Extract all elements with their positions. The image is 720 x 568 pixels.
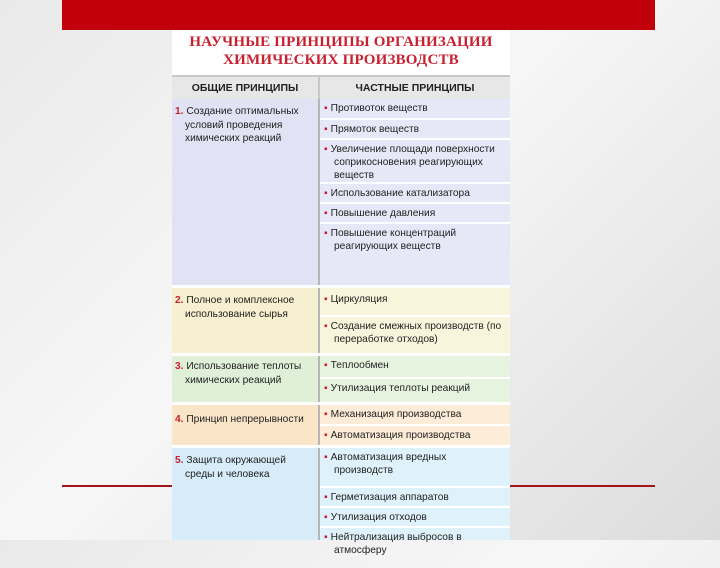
particular-item — [320, 290, 510, 314]
principle-group-1 — [172, 99, 510, 285]
particular-item — [320, 426, 510, 445]
principle-number: 4. — [175, 414, 184, 425]
table-title — [172, 33, 510, 69]
particular-text: Повышение концентраций реагирующих веществ — [330, 228, 457, 252]
bullet-icon: ▪ — [324, 492, 328, 503]
group-2-particular-cell — [320, 288, 510, 353]
header-particular: ЧАСТНЫЕ ПРИНЦИПЫ — [355, 82, 475, 94]
slide-top-banner — [62, 0, 655, 30]
principle-group-4 — [172, 405, 510, 445]
particular-item — [320, 528, 510, 568]
group-5-particular-cell — [320, 448, 510, 556]
bullet-icon: ▪ — [324, 360, 328, 371]
general-line: химических реакций — [185, 133, 282, 144]
general-line: использование сырья — [185, 308, 288, 320]
bullet-icon: ▪ — [324, 383, 328, 394]
group-3-general-cell — [172, 356, 320, 402]
particular-text: Автоматизация производства — [330, 430, 471, 441]
particular-text: Повышение давления — [330, 208, 436, 219]
particular-item — [320, 204, 510, 222]
principle-number: 1. — [175, 106, 184, 117]
principle-number: 3. — [175, 361, 184, 372]
particular-text: Прямоток веществ — [330, 124, 420, 135]
principle-number: 2. — [175, 295, 184, 306]
particular-item — [320, 508, 510, 526]
bullet-icon: ▪ — [324, 124, 328, 135]
general-line: среды и человека — [185, 468, 270, 480]
principles-table-image — [172, 30, 510, 556]
particular-text: Теплообмен — [330, 360, 389, 371]
particular-item — [320, 120, 510, 138]
group-4-particular-cell — [320, 405, 510, 445]
particular-text: Герметизация аппаратов — [330, 492, 449, 503]
principle-group-2 — [172, 288, 510, 353]
bullet-icon: ▪ — [324, 228, 328, 239]
bullet-icon: ▪ — [324, 321, 328, 332]
particular-item — [320, 99, 510, 118]
general-line: условий проведения — [185, 119, 283, 131]
particular-text: Механизация производства — [330, 409, 462, 420]
bullet-icon: ▪ — [324, 452, 328, 463]
bullet-icon: ▪ — [324, 103, 328, 114]
principle-group-5 — [172, 448, 510, 556]
group-5-general-cell — [172, 448, 320, 540]
general-principle-3 — [175, 360, 313, 387]
particular-text: Нейтрализация выбросов в атмосферу — [330, 532, 462, 556]
particular-item — [320, 224, 510, 285]
particular-text: Циркуляция — [330, 294, 388, 305]
general-principle-2 — [175, 294, 313, 321]
bullet-icon: ▪ — [324, 294, 328, 305]
bullet-icon: ▪ — [324, 144, 328, 155]
bullet-icon: ▪ — [324, 188, 328, 199]
particular-item — [320, 140, 510, 182]
slide-divider-right — [508, 485, 655, 487]
bullet-icon: ▪ — [324, 512, 328, 523]
particular-text: Создание смежных производств (по переработке отходов) — [330, 321, 502, 345]
general-line: химических реакций — [185, 374, 282, 386]
general-principle-4 — [175, 413, 313, 427]
general-principle-5 — [175, 454, 313, 481]
group-4-general-cell — [172, 405, 320, 445]
particular-text: Утилизация отходов — [330, 512, 427, 523]
particular-item — [320, 356, 510, 376]
particular-text: Увеличение площади поверхности соприкосновения реагирующих веществ — [330, 144, 495, 181]
particular-item — [320, 317, 510, 353]
particular-text: Противоток веществ — [330, 103, 428, 114]
general-line: Полное и комплексное — [186, 295, 295, 306]
general-line: Принцип непрерывности — [186, 414, 304, 425]
bullet-icon: ▪ — [324, 409, 328, 420]
table-header-row — [172, 75, 510, 99]
particular-text: Утилизация теплоты реакций — [330, 383, 471, 394]
particular-item — [320, 184, 510, 202]
particular-item — [320, 448, 510, 478]
general-line: Использование теплоты — [186, 361, 302, 372]
particular-item — [320, 488, 510, 506]
bullet-icon: ▪ — [324, 208, 328, 219]
group-1-general-cell — [172, 99, 320, 285]
particular-item — [320, 405, 510, 424]
group-3-particular-cell — [320, 356, 510, 402]
slide-divider-left — [62, 485, 175, 487]
particular-item — [320, 379, 510, 402]
header-general: ОБЩИЕ ПРИНЦИПЫ — [191, 82, 299, 94]
general-line: Создание оптимальных — [186, 106, 299, 117]
group-1-particular-cell — [320, 99, 510, 285]
particular-text: Автоматизация вредных производств — [330, 452, 447, 476]
general-line: Защита окружающей — [186, 455, 286, 466]
general-principle-1 — [175, 105, 313, 146]
bullet-icon: ▪ — [324, 430, 328, 441]
principle-number: 5. — [175, 455, 184, 466]
group-2-general-cell — [172, 288, 320, 353]
bullet-icon: ▪ — [324, 532, 328, 543]
particular-text: Использование катализатора — [330, 188, 470, 199]
principle-group-3 — [172, 356, 510, 402]
title-line-1: НАУЧНЫЕ ПРИНЦИПЫ ОРГАНИЗАЦИИ — [189, 34, 493, 50]
title-line-2: ХИМИЧЕСКИХ ПРОИЗВОДСТВ — [223, 52, 459, 68]
